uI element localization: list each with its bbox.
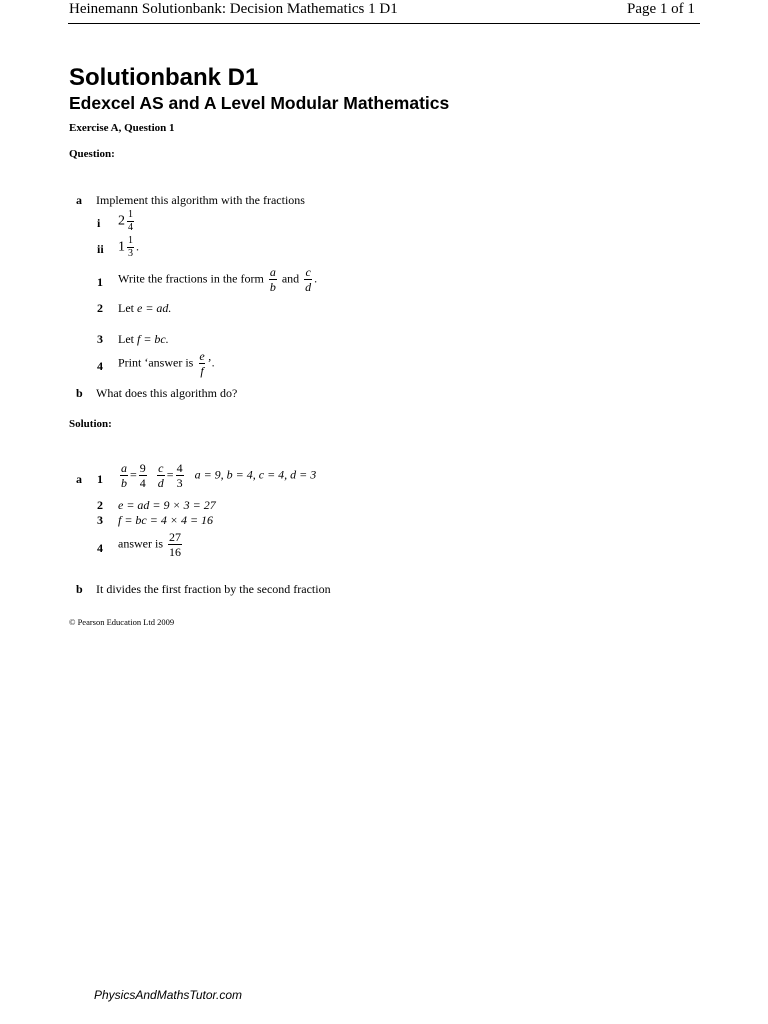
question-part-a-text: Implement this algorithm with the fractions (96, 193, 305, 207)
question-label: Question: (69, 148, 115, 160)
solution-step-2-math: e = ad = 9 × 3 = 27 (118, 498, 216, 512)
solution-step-1-math: $\frac{a}{b}$ = $\frac{9}{4}$ $\frac{c}{d}$ = $\frac{4}{3}$ a = 9, b = 4, c = 4, d = 3 (121, 461, 317, 490)
solution-step-4-math: answer is $\frac{27}{16}$ (118, 530, 181, 559)
solution-step-1-label: 1 (97, 472, 103, 486)
step-1-label: 1 (97, 275, 103, 289)
page-number: Page 1 of 1 (627, 1, 695, 17)
question-part-b-label: b (76, 386, 83, 400)
solution-label: Solution: (69, 418, 112, 430)
question-part-a-label: a (76, 193, 82, 207)
solution-part-b-label: b (76, 582, 83, 596)
question-part-b-text: What does this algorithm do? (96, 386, 238, 400)
question-item-ii-fraction: 1 $\frac{1}{3}$ . (118, 235, 139, 259)
step-4-label: 4 (97, 359, 103, 373)
step-2-text: Let e = ad. (118, 301, 172, 315)
footer-site-link[interactable]: PhysicsAndMathsTutor.com (94, 988, 243, 1002)
copyright-notice: © Pearson Education Ltd 2009 (69, 617, 175, 627)
page-title: Solutionbank D1 (69, 64, 259, 91)
header-divider (68, 23, 700, 24)
exercise-heading: Exercise A, Question 1 (69, 122, 175, 134)
step-1-text: Write the fractions in the form $\frac{a}{b}$ and $\frac{c}{d}$ . (118, 265, 318, 294)
question-item-ii-label: ii (97, 242, 104, 256)
document-header-title: Heinemann Solutionbank: Decision Mathematics 1 D1 (69, 1, 398, 17)
solution-step-3-math: f = bc = 4 × 4 = 16 (118, 513, 214, 527)
question-item-i-label: i (97, 216, 101, 230)
page-subtitle: Edexcel AS and A Level Modular Mathematics (69, 93, 450, 113)
solution-step-2-label: 2 (97, 498, 103, 512)
step-2-label: 2 (97, 301, 103, 315)
step-4-text: Print ‘answer is $\frac{e}{f}$ ’. (118, 349, 215, 378)
solution-part-a-label: a (76, 472, 82, 486)
solution-step-3-label: 3 (97, 513, 103, 527)
question-item-i-fraction: 2 $\frac{1}{4}$ (118, 209, 133, 233)
step-3-text: Let f = bc. (118, 332, 169, 346)
step-3-label: 3 (97, 332, 103, 346)
solution-step-4-label: 4 (97, 541, 103, 555)
solution-part-b-text: It divides the first fraction by the second fraction (96, 582, 331, 596)
